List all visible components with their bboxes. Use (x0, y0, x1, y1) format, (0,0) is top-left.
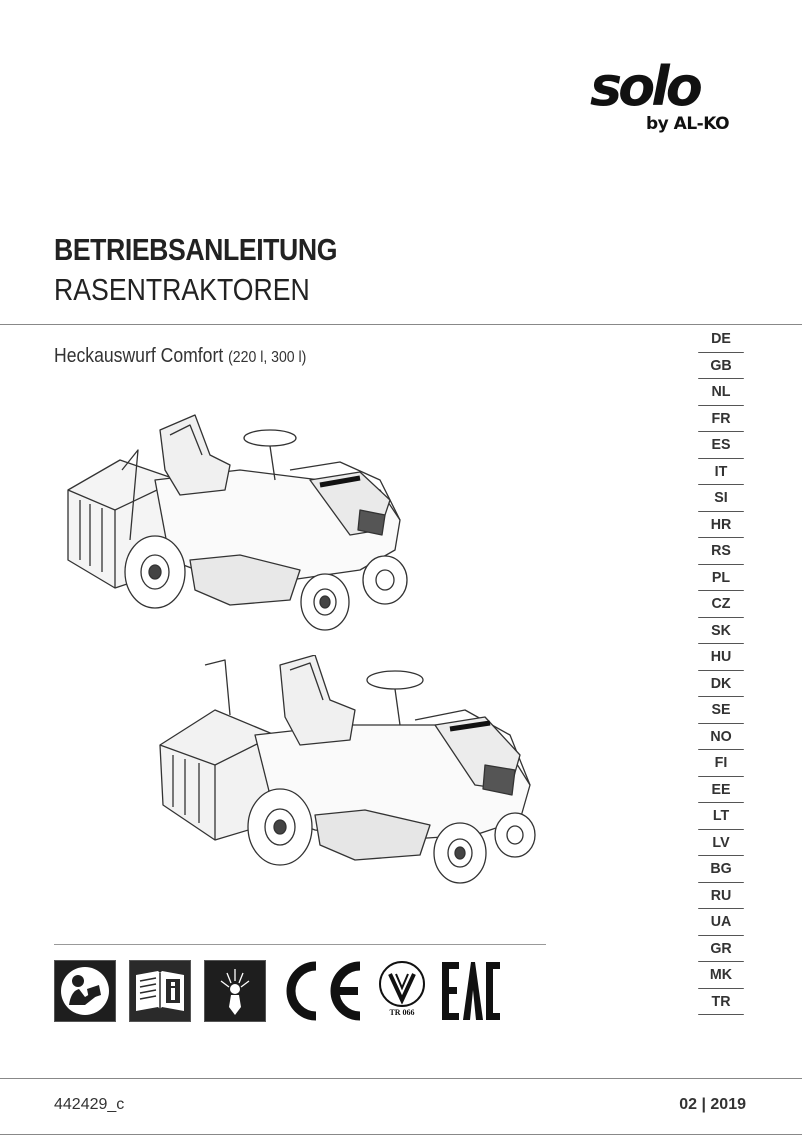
tractor-illustration-2 (155, 655, 540, 885)
eac-mark-icon (440, 960, 502, 1022)
lang-item[interactable]: FI (698, 750, 744, 777)
lang-item[interactable]: MK (698, 962, 744, 989)
tractor-illustration-1 (60, 410, 416, 640)
publication-date: 02 | 2019 (679, 1096, 746, 1113)
lang-item[interactable]: EE (698, 777, 744, 804)
info-book-icon (129, 960, 191, 1022)
lang-item[interactable]: HR (698, 512, 744, 539)
language-list (697, 326, 745, 1015)
lang-item[interactable]: TR (698, 989, 744, 1016)
lang-item[interactable]: GR (698, 936, 744, 963)
hazard-warning-icon (204, 960, 266, 1022)
document-title: BETRIEBSANLEITUNG (54, 232, 338, 267)
lang-item[interactable]: CZ (698, 591, 744, 618)
read-manual-icon (54, 960, 116, 1022)
lang-item[interactable]: RU (698, 883, 744, 910)
lang-item[interactable]: DE (698, 326, 744, 353)
icons-divider (54, 944, 546, 945)
document-number: 442429_c (54, 1096, 125, 1113)
top-divider (0, 324, 802, 325)
subtitle-main: Heckauswurf Comfort (54, 345, 224, 367)
lang-item[interactable]: LV (698, 830, 744, 857)
ce-mark-icon (280, 960, 364, 1022)
lang-item[interactable]: SK (698, 618, 744, 645)
lang-item[interactable]: ES (698, 432, 744, 459)
lang-item[interactable]: UA (698, 909, 744, 936)
product-subtitle (54, 345, 306, 368)
bottom-divider (0, 1134, 802, 1135)
brand-logo (590, 55, 750, 140)
lang-item[interactable]: DK (698, 671, 744, 698)
logo-byline: by AL-KO (646, 114, 730, 134)
lang-item[interactable]: HU (698, 644, 744, 671)
product-category: RASENTRAKTOREN (54, 272, 310, 307)
footer-divider (0, 1078, 802, 1079)
lang-item[interactable]: LT (698, 803, 744, 830)
subtitle-detail: (220 l, 300 l) (228, 349, 307, 366)
lang-item[interactable]: GB (698, 353, 744, 380)
tr-mark-label: TR 066 (389, 1008, 415, 1017)
tr-mark-icon (376, 960, 428, 1022)
lang-item[interactable]: RS (698, 538, 744, 565)
lang-item[interactable]: FR (698, 406, 744, 433)
lang-item[interactable]: NO (698, 724, 744, 751)
lang-item[interactable]: SE (698, 697, 744, 724)
lang-item[interactable]: IT (698, 459, 744, 486)
lang-item[interactable]: SI (698, 485, 744, 512)
logo-wordmark: solo (590, 55, 699, 118)
lang-item[interactable]: PL (698, 565, 744, 592)
lang-item[interactable]: BG (698, 856, 744, 883)
lang-item[interactable]: NL (698, 379, 744, 406)
